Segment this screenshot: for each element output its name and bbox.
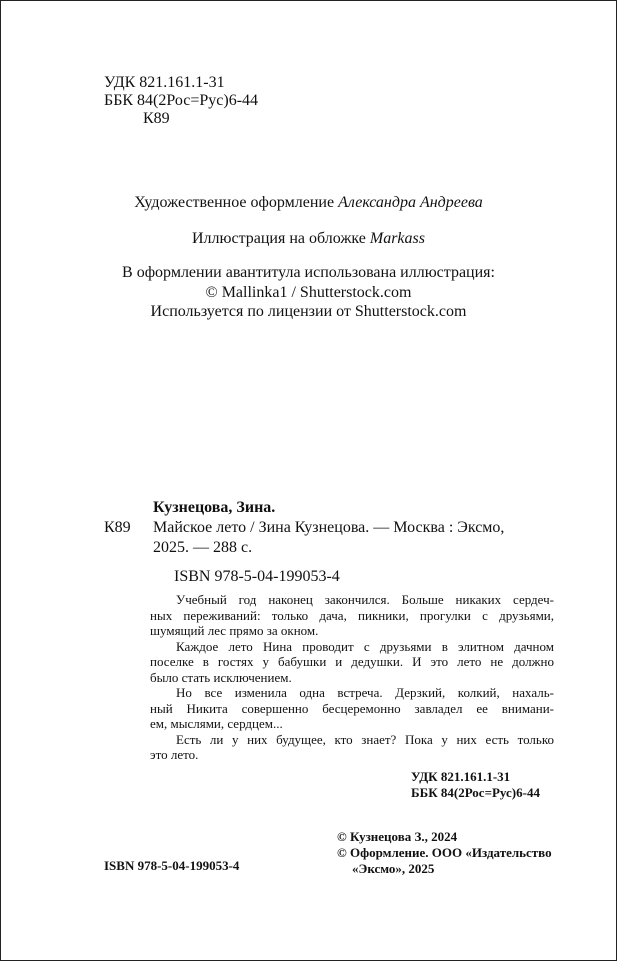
copyright-design-cont: «Эксмо», 2025 (352, 861, 435, 876)
udk-code: УДК 821.161.1-31 (104, 74, 225, 91)
record-title-line-2: 2025. — 288 с. (153, 539, 253, 556)
shutterstock-line-2: © Mallinka1 / Shutterstock.com (205, 284, 412, 301)
design-credit-name: Александра Андреева (338, 194, 483, 211)
record-mark: К89 (104, 519, 131, 536)
annotation-line: шумящий лес прямо за окном. (150, 623, 319, 638)
author-mark: К89 (143, 110, 170, 127)
bottom-udk: УДК 821.161.1-31 (411, 769, 511, 784)
annotation-line: Учебный год наконец закончился. Больше никаких сердеч- (176, 592, 554, 607)
cover-credit-label: Иллюстрация на обложке (192, 230, 366, 247)
annotation-line: было стать исключением. (150, 669, 292, 685)
cover-credit (0, 229, 617, 248)
copyright-author: © Кузнецова З., 2024 (337, 829, 458, 844)
design-credit (0, 193, 617, 212)
annotation-line: это лето. (150, 747, 199, 762)
annotation-line: ных переживаний: только дача, пикники, прогулки с друзьями, (150, 607, 554, 623)
record-author: Кузнецова, Зина. (153, 499, 276, 516)
annotation (150, 592, 554, 763)
bottom-bbk: ББК 84(2Рос=Рус)6-44 (411, 785, 540, 800)
annotation-line: ный Никита совершенно бесцеремонно завладел ее внимани- (150, 700, 554, 716)
annotation-line: поселке в гостях у бабушки и дедушки. И это лето не должно (150, 654, 554, 669)
record-isbn: ISBN 978-5-04-199053-4 (174, 568, 340, 585)
annotation-line: ем, мыслями, сердцем... (150, 716, 283, 731)
footer-isbn: ISBN 978-5-04-199053-4 (104, 858, 240, 873)
annotation-line: Каждое лето Нина проводит с друзьями в элитном дачном (176, 638, 554, 654)
record-title-line-1: Майское лето / Зина Кузнецова. — Москва : Эксмо, (153, 519, 505, 536)
shutterstock-line-3: Используется по лицензии от Shutterstock.com (150, 303, 467, 320)
shutterstock-line-1: В оформлении авантитула использована иллюстрация: (122, 264, 495, 281)
design-credit-label: Художественное оформление (134, 194, 335, 211)
cover-credit-name: Markass (369, 230, 425, 247)
annotation-line: Есть ли у них будущее, кто знает? Пока у них есть только (176, 731, 554, 747)
copyright-design: © Оформление. ООО «Издательство (337, 845, 552, 860)
bbk-code: ББК 84(2Рос=Рус)6-44 (104, 92, 259, 109)
annotation-line: Но все изменила одна встреча. Дерзкий, колкий, нахаль- (176, 685, 554, 700)
